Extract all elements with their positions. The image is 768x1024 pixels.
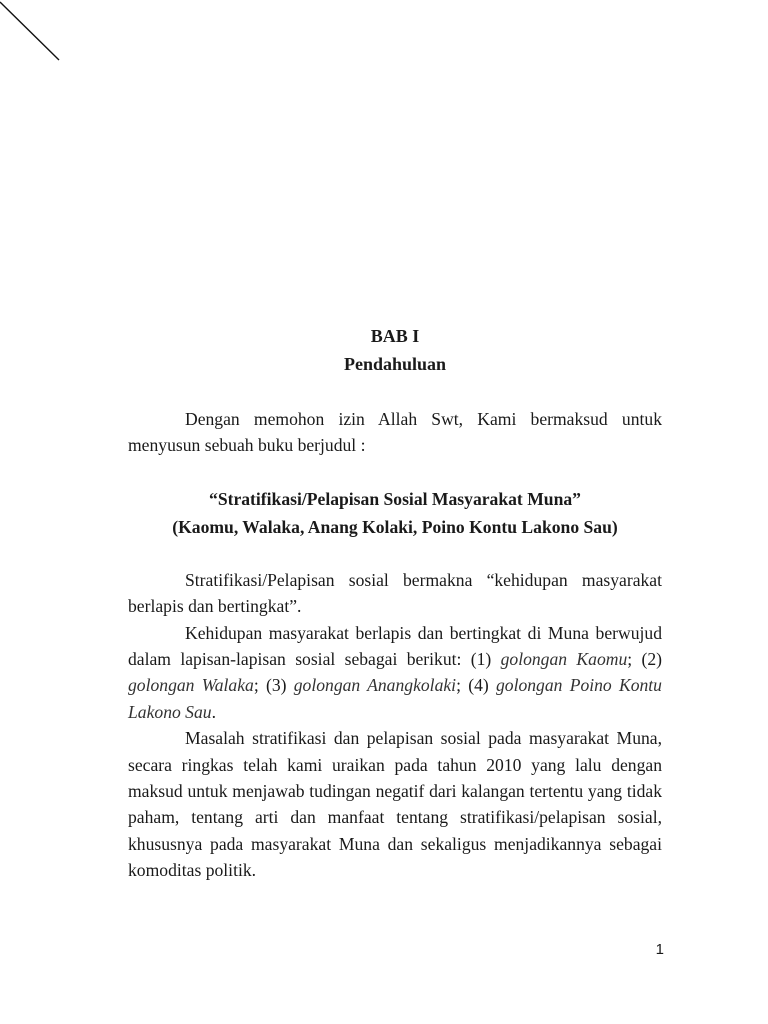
layer-separator-1: ;	[627, 649, 642, 670]
layer-separator-3: ;	[456, 675, 469, 696]
layer-number-1: (1)	[470, 649, 501, 670]
problem-paragraph: Masalah stratifikasi dan pelapisan sosial pada masyarakat Muna, secara ringkas telah kami uraikan pada tahun 2010 yang lalu dengan maksud untuk menjawab tudingan negatif dari kalangan tertentu yang tidak paham, tentang arti dan manfaat tentang stratifikasi/pelapisan sosial, khususnya pada masyarakat Muna dan sekaligus menjadikannya sebagai komoditas politik.	[128, 728, 662, 881]
layer-number-4: (4)	[468, 675, 496, 696]
layers-end: .	[211, 701, 216, 722]
meaning-paragraph: Stratifikasi/Pelapisan sosial bermakna “kehidupan masyarakat berlapis dan bertingkat”.	[128, 569, 662, 617]
book-title-line-2: (Kaomu, Walaka, Anang Kolaki, Poino Kontu Lakono Sau)	[172, 516, 618, 537]
page-number: 1	[655, 941, 664, 958]
corner-fold-line	[0, 0, 60, 62]
chapter-number: BAB I	[370, 326, 420, 346]
layer-item-poino-kontu: golongan Poino Kontu Lakono Sau	[128, 675, 662, 722]
layer-number-2: (2)	[641, 649, 662, 670]
document-page	[128, 322, 662, 884]
layer-item-kaomu: golongan Kaomu	[500, 649, 628, 670]
layer-item-walaka: golongan Walaka	[128, 675, 254, 696]
layers-lead: Kehidupan masyarakat berlapis dan bertingkat di Muna berwujud dalam lapisan-lapisan sosial sebagai berikut:	[128, 622, 662, 670]
layer-separator-2: ;	[253, 675, 266, 696]
layer-number-3: (3)	[265, 675, 294, 696]
layer-item-anangkolaki: golongan Anangkolaki	[293, 675, 457, 696]
intro-paragraph: Dengan memohon izin Allah Swt, Kami bermaksud untuk menyusun sebuah buku berjudul :	[128, 409, 662, 456]
chapter-title: Pendahuluan	[343, 354, 447, 374]
layers-paragraph	[128, 620, 662, 726]
book-title-line-1: “Stratifikasi/Pelapisan Sosial Masyarakat Muna”	[209, 488, 581, 509]
